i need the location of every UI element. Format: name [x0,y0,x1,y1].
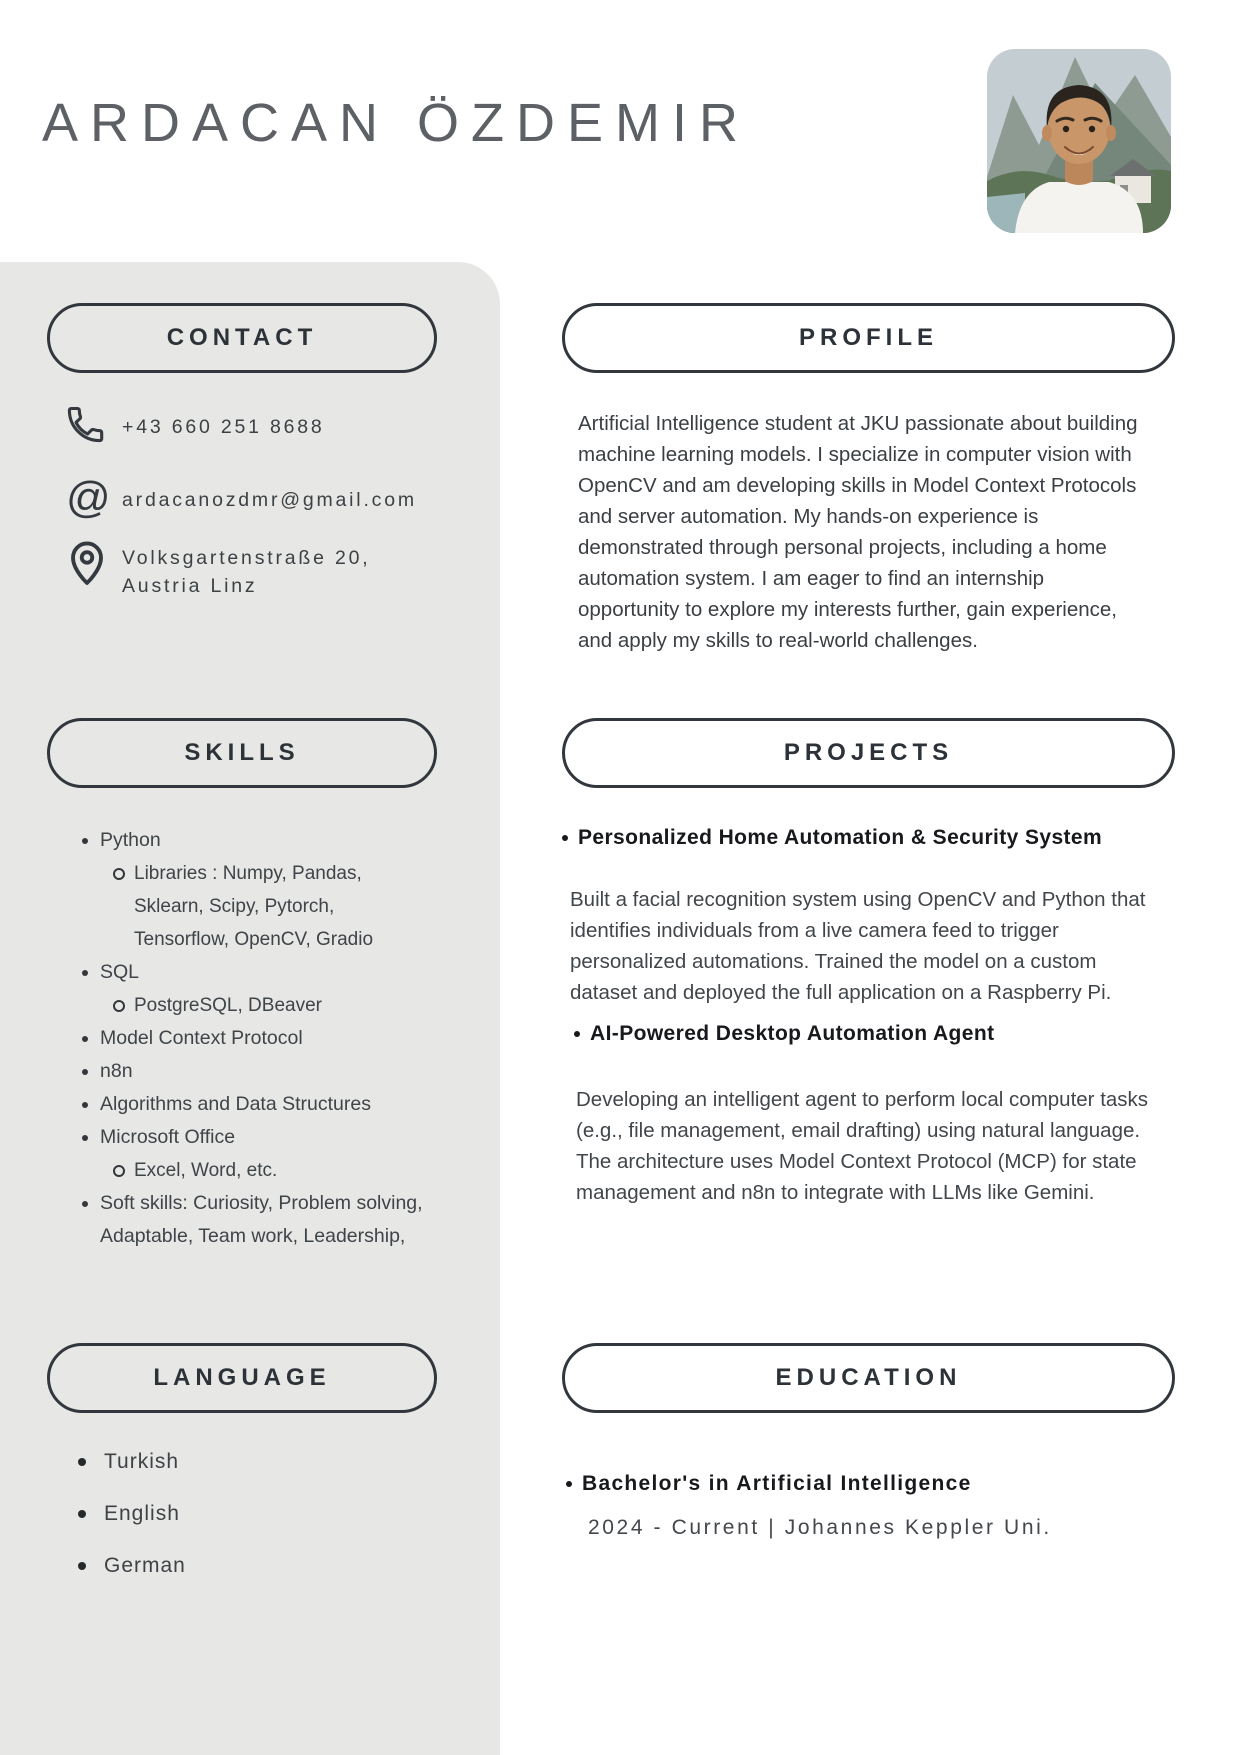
bullet-icon [78,1510,86,1518]
skill-item: Algorithms and Data Structures [80,1088,440,1121]
language-section-header [47,1343,437,1413]
skills-section-header [47,718,437,788]
education-details: 2024 - Current | Johannes Keppler Uni. [588,1516,1052,1539]
project-title: Personalized Home Automation & Security System [562,826,1102,850]
email-icon: @ [66,473,111,522]
skill-item: Python [80,824,440,857]
language-level-track [210,1561,438,1571]
profile-section-header [562,303,1175,373]
phone-icon [63,402,107,448]
address-line-2: Austria Linz [122,575,258,597]
language-label: German [104,1554,186,1577]
language-label: English [104,1502,180,1525]
education-section-title: EDUCATION [775,1364,962,1391]
education-section-header [562,1343,1175,1413]
bullet-icon [78,1458,86,1466]
skill-item: n8n [80,1055,440,1088]
profile-photo-illustration [987,49,1171,233]
project-description: Built a facial recognition system using OpenCV and Python that identifies individuals from a live camera feed to trigger personalized automations. Trained the model on a custom dataset and deployed the full application on a Raspberry Pi. [570,888,1146,1004]
skill-item: Microsoft Office [80,1121,440,1154]
skill-subitem: PostgreSQL, DBeaver [113,989,433,1022]
education-degree: Bachelor's in Artificial Intelligence [566,1472,972,1496]
postal-address [122,544,371,600]
projects-section-header [562,718,1175,788]
language-row [78,1540,458,1592]
email-address: ardacanozdmr@gmail.com [122,489,417,511]
language-level-track [210,1509,438,1519]
language-row [78,1436,458,1488]
contact-section-title: CONTACT [166,324,318,351]
profile-photo [987,49,1171,233]
language-label: Turkish [104,1450,180,1473]
skills-section-title: SKILLS [184,739,300,766]
location-icon [66,536,108,588]
skill-item: Model Context Protocol [80,1022,440,1055]
contact-section-header [47,303,437,373]
language-row [78,1488,458,1540]
language-section-title: LANGUAGE [153,1364,331,1391]
phone-number: +43 660 251 8688 [122,416,325,438]
address-line-1: Volksgartenstraße 20, [122,547,371,569]
language-level-track [210,1457,438,1467]
person-name: ARDACAN ÖZDEMIR [42,93,751,153]
profile-summary: Artificial Intelligence student at JKU passionate about building machine learning models. I specialize in computer vision with OpenCV and am developing skills in Model Context Protocols and server automation. My hands-on experience is demonstrated through personal projects, including a home automation system. I am eager to find an internship opportunity to explore my interests further, gain experience, and apply my skills to real-world challenges. [578,412,1138,652]
language-list [78,1436,458,1592]
project-title: AI-Powered Desktop Automation Agent [574,1022,994,1046]
skill-subitem: Excel, Word, etc. [113,1154,433,1187]
skill-subitem: Libraries : Numpy, Pandas, Sklearn, Scipy, Pytorch, Tensorflow, OpenCV, Gradio [113,857,433,956]
skills-list [80,824,480,1253]
projects-section-title: PROJECTS [783,739,954,766]
project-description: Developing an intelligent agent to perform local computer tasks (e.g., file management, email drafting) using natural language. The architecture uses Model Context Protocol (MCP) for state management and n8n to integrate with LLMs like Gemini. [576,1088,1149,1204]
bullet-icon [78,1562,86,1570]
skill-item: Soft skills: Curiosity, Problem solving, Adaptable, Team work, Leadership, [80,1187,440,1253]
skill-item: SQL [80,956,440,989]
profile-section-title: PROFILE [798,324,938,351]
